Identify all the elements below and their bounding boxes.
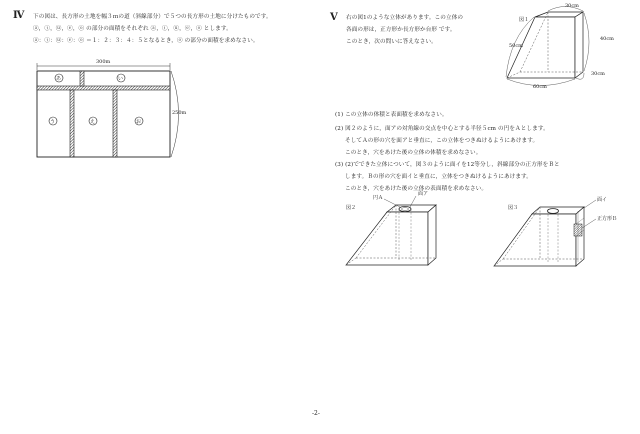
question-3-line-1: (3) (2)でできた立体について，図３のように面イを12等分し，斜線部分の正方形をＢと <box>335 162 560 168</box>
figure-2-circle-label: 円Ａ <box>373 195 384 201</box>
figure-3-square-label: 正方形Ｂ <box>597 216 618 222</box>
section-4-line-3: ⓐ：ⓘ：ⓤ：ⓔ：ⓞ ＝１：２：３：４：５となるとき，ⓞ の部分の面積を求めなさい。 <box>33 38 259 44</box>
figure-3-title: 図３ <box>508 205 519 211</box>
plot-o-label: お <box>136 119 142 125</box>
height-label: 250m <box>172 110 187 116</box>
plot-i-label: い <box>118 76 124 82</box>
question-2-line-3: このとき，穴をあけた後の立体の体積を求めなさい。 <box>345 150 482 156</box>
section-4-number: Ⅳ <box>13 10 25 21</box>
plot-e-label: え <box>90 119 96 125</box>
section-4-line-1: 下の図は、長方形の土地を幅３ｍの道（斜線部分）で５つの長方形の土地に分けたものです。 <box>33 14 272 20</box>
page-number: -2- <box>312 410 320 417</box>
question-2-line-2: そしてＡの形の穴を面アと垂直に，この立体をつきぬけるようにあけます。 <box>345 138 539 144</box>
figure-1-height-label: 40cm <box>600 36 614 42</box>
figure-1-bottom-depth-label: 30cm <box>591 71 605 77</box>
figure-2-title: 図２ <box>346 205 357 211</box>
question-1: (1) この立体の体積と表面積を求めなさい。 <box>335 112 448 118</box>
section-4-line-2: ⓐ，ⓘ，ⓤ，ⓔ，ⓞ の部分の面積をそれぞれ ⓐ，ⓘ，ⓤ，ⓔ，ⓞ とします。 <box>33 26 232 32</box>
question-3-line-3: このとき，穴をあけた後の立体の表面積を求めなさい。 <box>345 186 488 192</box>
plot-u-label: う <box>50 119 56 125</box>
width-label: 300m <box>96 59 111 65</box>
plot-a-label: あ <box>56 76 62 82</box>
section-5-line-1: 右の図1のような立体があります。この立体の <box>346 15 464 21</box>
figure-1-width-label: 60cm <box>533 84 547 90</box>
section-5-line-3: このとき，次の問いに答えなさい。 <box>346 39 437 45</box>
figure-2-face-label: 面ア <box>418 191 429 197</box>
question-3-line-2: します。Ｂの形の穴を面イと垂直に，立体をつきぬけるようにあけます。 <box>345 174 532 180</box>
question-2-line-1: (2) 図２のように，面アの対角線の交点を中心とする半径５cm の円をＡとします。 <box>335 126 549 132</box>
figure-3-face-label: 面イ <box>597 197 608 203</box>
section-5-number: Ⅴ <box>330 12 338 23</box>
figure-1-title: 図１ <box>519 17 530 23</box>
figure-1-slope-label: 50cm <box>509 43 523 49</box>
figure-1-top-depth-label: 30cm <box>565 3 579 9</box>
section-5-line-2: 各面の形は，正方形か長方形か台形 です。 <box>346 27 456 33</box>
